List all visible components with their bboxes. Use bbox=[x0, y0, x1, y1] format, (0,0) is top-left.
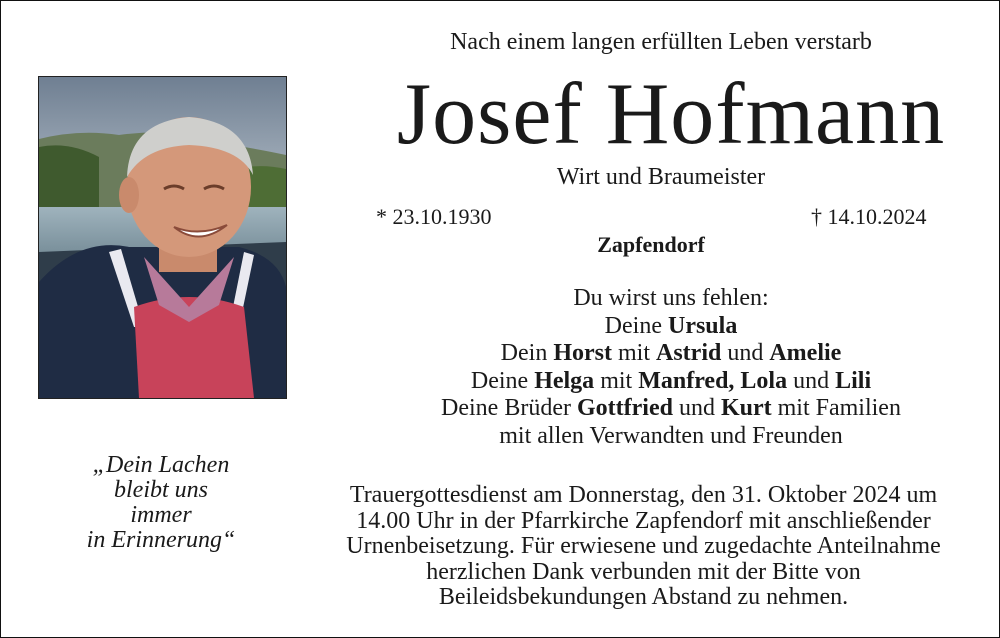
intro-text: Nach einem langen erfüllten Leben verstarb bbox=[450, 29, 872, 55]
mourner-text: und bbox=[721, 340, 770, 366]
mourner-text: mit allen Verwandten und Freunden bbox=[499, 422, 843, 449]
birth-date bbox=[376, 204, 492, 230]
service-announcement bbox=[311, 483, 976, 611]
mourner-name: Astrid bbox=[656, 340, 722, 366]
mourner-line bbox=[321, 423, 1000, 451]
mourner-line bbox=[321, 395, 1000, 423]
mourner-name: Helga bbox=[534, 367, 595, 394]
mourner-text: Deine bbox=[604, 312, 668, 339]
mourner-text: und bbox=[787, 367, 836, 394]
death-date-value: 14.10.2024 bbox=[827, 204, 927, 229]
service-line: herzlichen Dank verbunden mit der Bitte von bbox=[426, 558, 861, 585]
mourner-name: Amelie bbox=[769, 340, 842, 366]
mourner-line bbox=[321, 368, 1000, 396]
mourner-text: mit Familien bbox=[771, 395, 901, 421]
mourner-line bbox=[321, 340, 1000, 368]
mourner-text: mit bbox=[594, 367, 639, 394]
quote-line: bleibt uns bbox=[114, 477, 208, 503]
service-line: Urnenbeisetzung. Für erwiesene und zugedachte Anteilnahme bbox=[346, 533, 941, 559]
service-line: 14.00 Uhr in der Pfarrkirche Zapfendorf mit anschließender bbox=[356, 507, 931, 534]
portrait-photo bbox=[38, 76, 287, 399]
birth-star-icon: * bbox=[376, 204, 387, 229]
quote-line: in Erinnerung“ bbox=[86, 527, 236, 553]
mourners-block bbox=[321, 285, 1000, 450]
death-date bbox=[811, 204, 927, 230]
birth-date-value: 23.10.1930 bbox=[392, 204, 492, 229]
mourner-text: Deine bbox=[470, 367, 535, 394]
mourner-name: Lili bbox=[835, 367, 872, 394]
mourner-name: Horst bbox=[553, 340, 612, 366]
service-line: Beileidsbekundungen Abstand zu nehmen. bbox=[438, 584, 849, 610]
place: Zapfendorf bbox=[597, 232, 705, 257]
mourner-line bbox=[321, 313, 1000, 341]
quote-line: immer bbox=[130, 502, 192, 528]
mourner-text: Deine Brüder bbox=[441, 395, 577, 421]
death-cross-icon: † bbox=[811, 204, 822, 229]
mourner-text: und bbox=[672, 395, 721, 421]
mourner-name: Gottfried bbox=[576, 395, 673, 421]
occupation: Wirt und Braumeister bbox=[556, 164, 766, 190]
memorial-quote bbox=[41, 453, 281, 553]
mourner-name: Manfred, Lola bbox=[638, 367, 788, 394]
mourner-text: mit bbox=[611, 340, 656, 366]
mourner-name: Kurt bbox=[720, 395, 772, 421]
quote-line: „Dein Lachen bbox=[92, 452, 230, 478]
deceased-name: Josef Hofmann bbox=[396, 66, 946, 163]
service-line: Trauergottesdienst am Donnerstag, den 31. Oktober 2024 um bbox=[349, 482, 938, 508]
mourner-text: Dein bbox=[500, 340, 554, 366]
mourner-name: Ursula bbox=[667, 312, 738, 339]
mourners-intro: Du wirst uns fehlen: bbox=[573, 285, 769, 311]
mourner-lines bbox=[321, 313, 1000, 451]
